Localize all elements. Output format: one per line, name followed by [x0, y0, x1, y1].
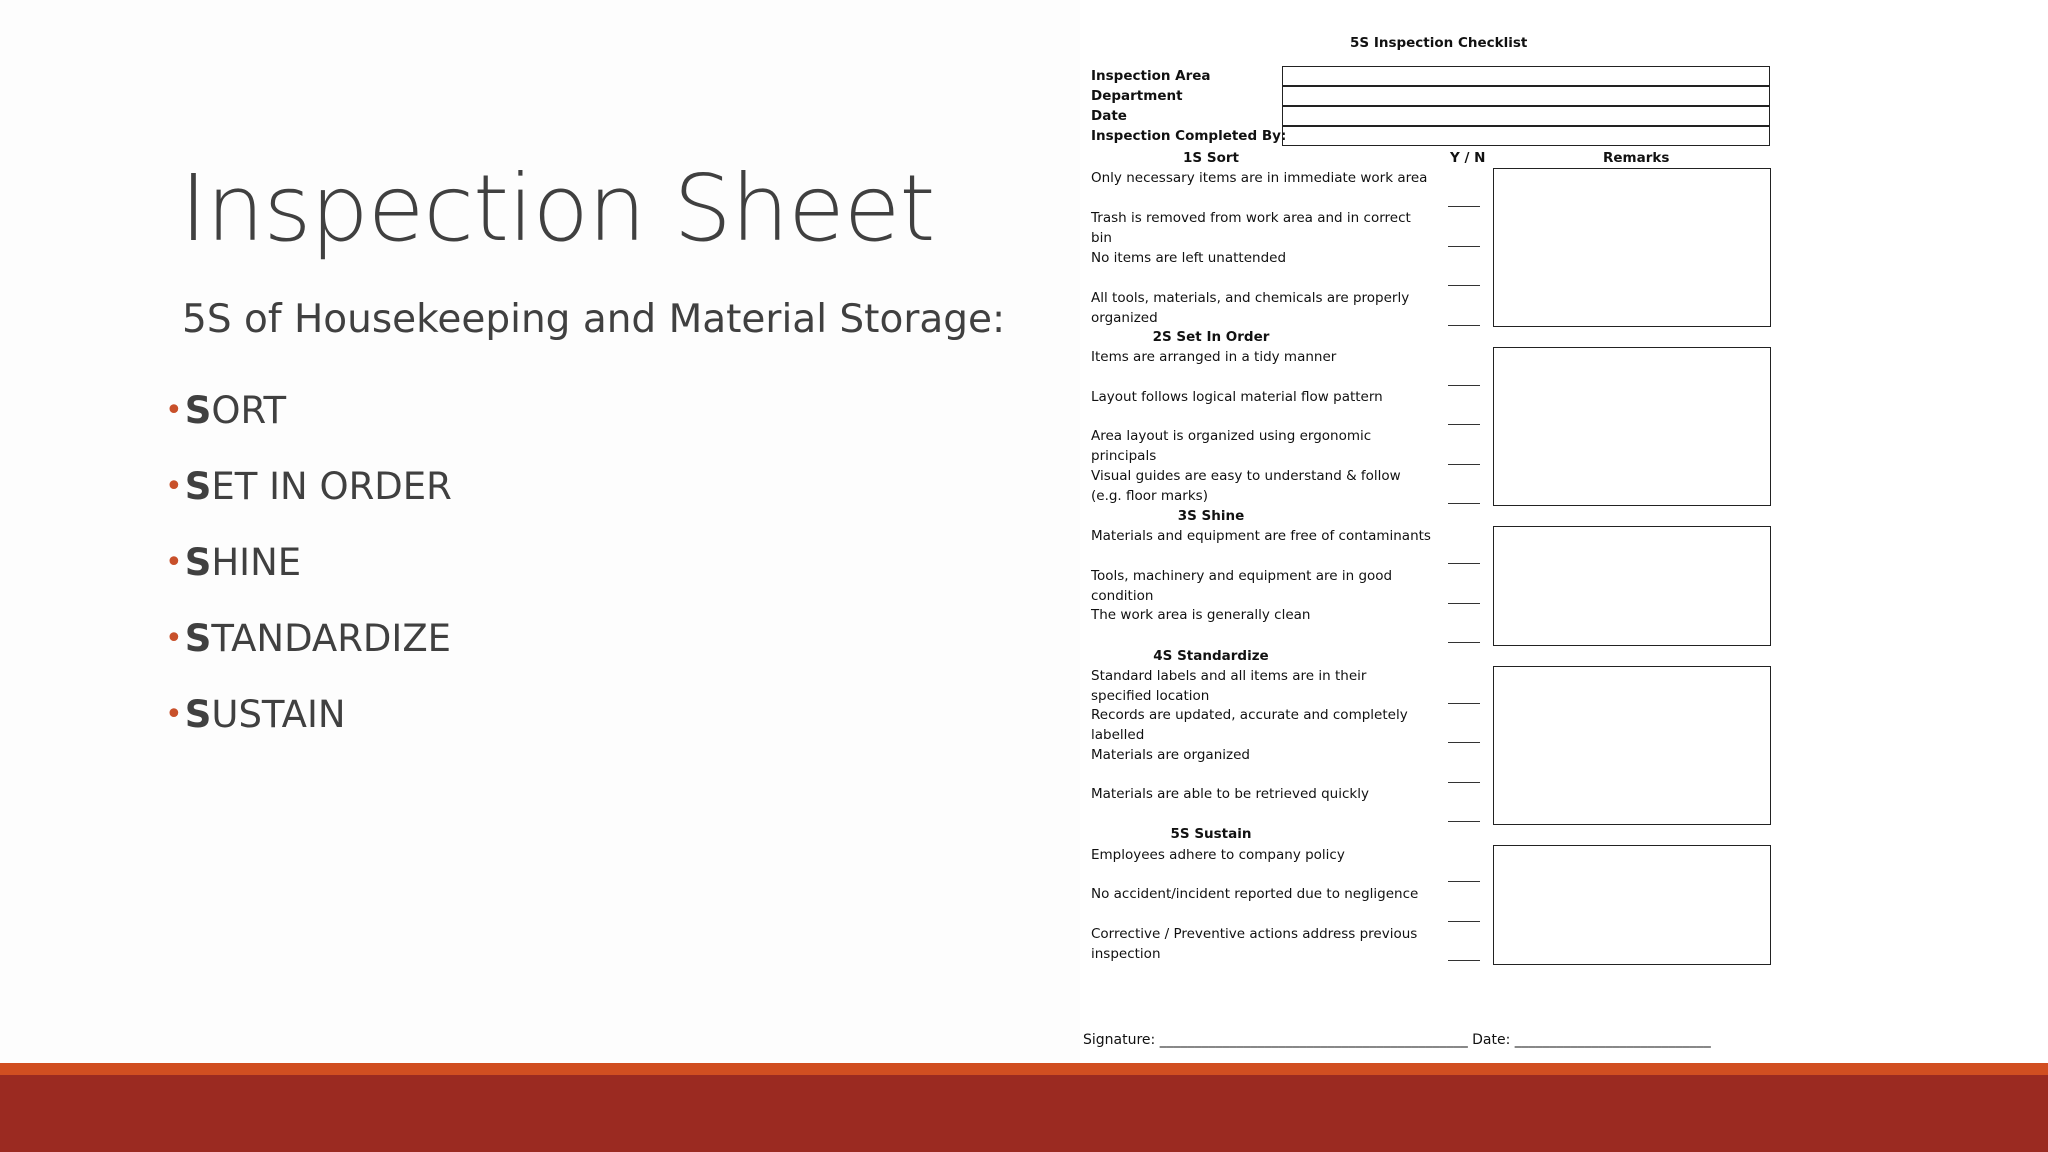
- remarks-box-sustain[interactable]: [1493, 845, 1771, 965]
- header-label-completed-by: Inspection Completed By:: [1091, 128, 1287, 144]
- bullet-list: [165, 372, 452, 752]
- checklist-item: Layout follows logical material flow pattern: [1091, 389, 1383, 405]
- checklist-item: Only necessary items are in immediate work area: [1091, 170, 1428, 186]
- yn-blank[interactable]: [1448, 921, 1480, 922]
- bullet-initial: S: [184, 540, 212, 584]
- bullet-item-shine: [165, 524, 452, 600]
- remarks-box-set-in-order[interactable]: [1493, 347, 1771, 506]
- date-field[interactable]: [1282, 106, 1770, 126]
- yn-blank[interactable]: [1448, 206, 1480, 207]
- checklist-item: Materials are organized: [1091, 747, 1250, 763]
- remarks-box-standardize[interactable]: [1493, 666, 1771, 825]
- checklist-item: All tools, materials, and chemicals are properly organized: [1091, 290, 1410, 326]
- slide-title: Inspection Sheet: [180, 155, 935, 262]
- yn-blank[interactable]: [1448, 603, 1480, 604]
- section-heading-standardize: 4S Standardize: [1153, 648, 1269, 664]
- checklist-item: No items are left unattended: [1091, 250, 1287, 266]
- checklist-item: Area layout is organized using ergonomic principals: [1091, 428, 1372, 464]
- completed-by-field[interactable]: [1282, 126, 1770, 146]
- bullet-dot-icon: •: [165, 544, 183, 580]
- bullet-text: ET IN ORDER: [211, 464, 452, 508]
- yn-blank[interactable]: [1448, 385, 1480, 386]
- checklist-item: Visual guides are easy to understand & follow (e.g. floor marks): [1091, 468, 1401, 504]
- yn-blank[interactable]: [1448, 881, 1480, 882]
- checklist-item: Standard labels and all items are in their specified location: [1091, 668, 1367, 704]
- section-heading-sustain: 5S Sustain: [1170, 826, 1252, 842]
- header-label-department: Department: [1091, 88, 1183, 104]
- yn-blank[interactable]: [1448, 325, 1480, 326]
- yn-blank[interactable]: [1448, 742, 1480, 743]
- checklist-item: Corrective / Preventive actions address previous inspection: [1091, 926, 1418, 962]
- bullet-initial: S: [184, 464, 212, 508]
- checklist-title: 5S Inspection Checklist: [1350, 35, 1528, 51]
- inspection-checklist-sheet: [1080, 0, 1800, 1060]
- footer-band: [0, 1075, 2048, 1152]
- bullet-dot-icon: •: [165, 468, 183, 504]
- department-field[interactable]: [1282, 86, 1770, 106]
- checklist-item: The work area is generally clean: [1091, 607, 1311, 623]
- yn-blank[interactable]: [1448, 424, 1480, 425]
- column-header-yn: Y / N: [1450, 150, 1486, 166]
- yn-blank[interactable]: [1448, 563, 1480, 564]
- yn-blank[interactable]: [1448, 960, 1480, 961]
- bullet-text: ORT: [211, 388, 287, 432]
- bullet-dot-icon: •: [165, 696, 183, 732]
- bullet-item-standardize: [165, 600, 452, 676]
- checklist-item: Trash is removed from work area and in correct bin: [1091, 210, 1411, 246]
- checklist-item: Records are updated, accurate and completely labelled: [1091, 707, 1408, 743]
- checklist-item: Tools, machinery and equipment are in good condition: [1091, 568, 1393, 604]
- bullet-initial: S: [184, 388, 212, 432]
- checklist-item: Items are arranged in a tidy manner: [1091, 349, 1337, 365]
- yn-blank[interactable]: [1448, 703, 1480, 704]
- section-heading-set-in-order: 2S Set In Order: [1152, 329, 1270, 345]
- bullet-dot-icon: •: [165, 620, 183, 656]
- bullet-text: HINE: [211, 540, 302, 584]
- bullet-item-sustain: [165, 676, 452, 752]
- yn-blank[interactable]: [1448, 246, 1480, 247]
- checklist-item: Employees adhere to company policy: [1091, 847, 1345, 863]
- column-header-remarks: Remarks: [1603, 150, 1670, 166]
- inspection-area-field[interactable]: [1282, 66, 1770, 86]
- bullet-text: TANDARDIZE: [211, 616, 452, 660]
- yn-blank[interactable]: [1448, 782, 1480, 783]
- bullet-text: USTAIN: [211, 692, 346, 736]
- yn-blank[interactable]: [1448, 821, 1480, 822]
- section-heading-sort: 1S Sort: [1183, 150, 1239, 166]
- bullet-initial: S: [184, 616, 212, 660]
- remarks-box-sort[interactable]: [1493, 168, 1771, 327]
- checklist-item: Materials are able to be retrieved quickly: [1091, 786, 1369, 802]
- footer-accent-band: [0, 1063, 2048, 1075]
- bullet-item-set-in-order: [165, 448, 452, 524]
- checklist-item: Materials and equipment are free of contaminants: [1091, 528, 1431, 544]
- bullet-initial: S: [184, 692, 212, 736]
- header-label-date: Date: [1091, 108, 1127, 124]
- remarks-box-shine[interactable]: [1493, 526, 1771, 646]
- section-heading-shine: 3S Shine: [1177, 508, 1245, 524]
- yn-blank[interactable]: [1448, 464, 1480, 465]
- yn-blank[interactable]: [1448, 503, 1480, 504]
- signature-date-line[interactable]: Signature: ____________________________________________ Date: ____________________________: [1083, 1032, 1711, 1048]
- bullet-dot-icon: •: [165, 392, 183, 428]
- yn-blank[interactable]: [1448, 642, 1480, 643]
- bullet-item-sort: [165, 372, 452, 448]
- header-label-inspection-area: Inspection Area: [1091, 68, 1211, 84]
- yn-blank[interactable]: [1448, 285, 1480, 286]
- slide-subtitle: 5S of Housekeeping and Material Storage:: [182, 297, 1006, 342]
- checklist-item: No accident/incident reported due to negligence: [1091, 886, 1419, 902]
